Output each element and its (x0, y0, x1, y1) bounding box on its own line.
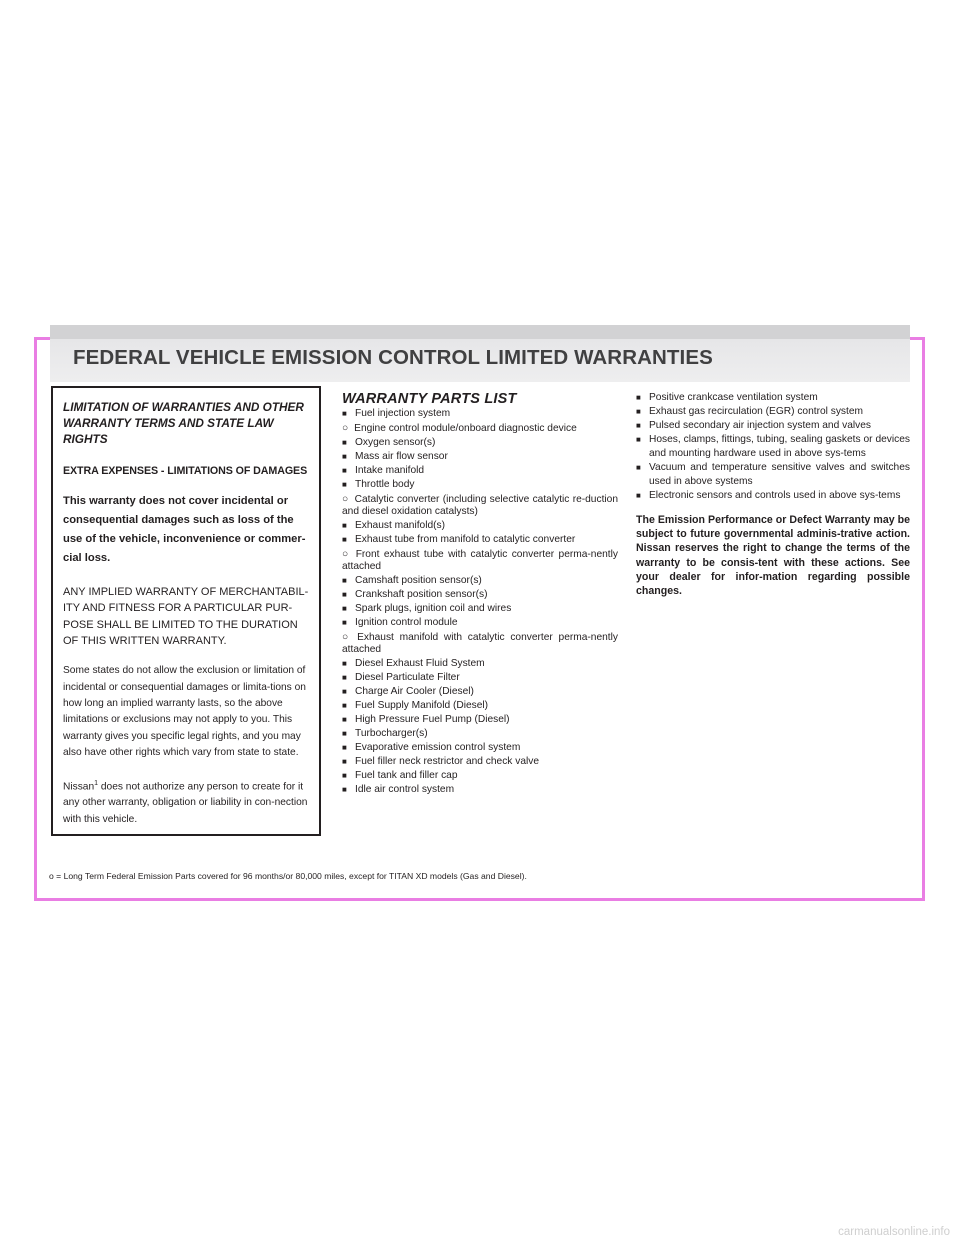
parts-list-item-text: Electronic sensors and controls used in above sys-tems (649, 490, 901, 501)
parts-list-item-text: Positive crankcase ventilation system (649, 392, 818, 403)
parts-list-item-text: Spark plugs, ignition coil and wires (355, 602, 512, 614)
parts-list-item (342, 616, 618, 630)
implied-warranty-paragraph: ANY IMPLIED WARRANTY OF MERCHANTABIL-ITY AND FITNESS FOR A PARTICULAR PUR-POSE SHALL BE LIMITED TO THE DURATION OF THIS WRITTEN WARRANTY. (63, 586, 309, 647)
parts-list-item (342, 549, 618, 574)
square-bullet-icon: ■ (342, 575, 347, 585)
parts-list-item (342, 533, 618, 547)
circle-bullet-icon: ○ (342, 631, 352, 643)
parts-list-item-text: Vacuum and temperature sensitive valves and switches used in above systems (649, 462, 910, 487)
parts-list-item (342, 657, 618, 671)
extra-expenses-subheading: EXTRA EXPENSES - LIMITATIONS OF DAMAGES (63, 465, 308, 477)
square-bullet-icon: ■ (342, 617, 347, 627)
limitations-heading: LIMITATION OF WARRANTIES AND OTHER WARRANTY TERMS AND STATE LAW RIGHTS (63, 400, 304, 446)
square-bullet-icon: ■ (342, 451, 347, 461)
parts-list-item (342, 450, 618, 464)
circle-bullet-icon: ○ (342, 548, 350, 560)
parts-list-item-text: Fuel tank and filler cap (355, 769, 458, 781)
square-bullet-icon: ■ (342, 589, 347, 599)
state-rights-paragraph: Some states do not allow the exclusion or limitation of incidental or consequential damages or limita-tions on how long an implied warranty lasts, so the above limitations or exclusions may not apply to you. This warranty gives you specific legal rights, and you may also have other rights which vary from state to state. (63, 665, 306, 759)
parts-list-item (342, 588, 618, 602)
parts-list-item-text: Front exhaust tube with catalytic converter perma-nently attached (342, 548, 618, 572)
parts-list-item-text: Intake manifold (355, 464, 425, 476)
square-bullet-icon: ■ (342, 700, 347, 710)
banner-title: FEDERAL VEHICLE EMISSION CONTROL LIMITED WARRANTIES (73, 346, 713, 369)
square-bullet-icon: ■ (342, 728, 347, 738)
watermark-text: carmanualsonline.info (838, 1226, 950, 1238)
square-bullet-icon: ■ (636, 421, 641, 430)
parts-list-item (636, 461, 910, 489)
square-bullet-icon: ■ (636, 491, 641, 500)
parts-list-item-text: Exhaust manifold with catalytic converter perma-nently attached (342, 631, 618, 655)
parts-list-item (342, 632, 618, 657)
parts-list-item (342, 602, 618, 616)
parts-list-right (636, 391, 910, 503)
square-bullet-icon: ■ (342, 658, 347, 668)
governmental-action-note: The Emission Performance or Defect Warranty may be subject to future governmental adminis-trative action. Nissan reserves the right to change the terms of the warranty to be consis-tent with these actions. See your dealer for infor-mation regarding possible changes. (636, 514, 910, 598)
parts-list-item (342, 464, 618, 478)
parts-list-title: WARRANTY PARTS LIST (342, 391, 517, 407)
parts-list-item-text: Fuel Supply Manifold (Diesel) (355, 699, 489, 711)
square-bullet-icon: ■ (636, 407, 641, 416)
parts-list-item-text: Exhaust gas recirculation (EGR) control system (649, 406, 864, 417)
square-bullet-icon: ■ (342, 534, 347, 544)
parts-list-item-text: Throttle body (355, 478, 415, 490)
parts-list-item-text: Exhaust tube from manifold to catalytic converter (355, 533, 576, 545)
parts-list-item-text: Exhaust manifold(s) (355, 519, 446, 531)
footnote-marker: 1 (94, 779, 99, 787)
parts-list-item (342, 713, 618, 727)
parts-list-item-text: Pulsed secondary air injection system and valves (649, 420, 871, 431)
parts-list-item (342, 699, 618, 713)
square-bullet-icon: ■ (342, 756, 347, 766)
parts-list-item (636, 433, 910, 461)
parts-list-item-text: Crankshaft position sensor(s) (355, 588, 488, 600)
parts-list-item-text: Mass air flow sensor (355, 450, 448, 462)
parts-list-item-text: Hoses, clamps, fittings, tubing, sealing gaskets or devices and mounting hardware used in above sys-tems (649, 434, 910, 459)
parts-list (342, 407, 618, 797)
parts-list-item-text: Turbocharger(s) (355, 727, 428, 739)
parts-list-item (342, 494, 618, 519)
parts-list-item-text: Catalytic converter (including selective catalytic re-duction and diesel oxidation catalysts) (342, 493, 618, 517)
parts-list-item (342, 783, 618, 797)
square-bullet-icon: ■ (342, 784, 347, 794)
parts-list-item-text: Fuel filler neck restrictor and check valve (355, 755, 540, 767)
square-bullet-icon: ■ (342, 479, 347, 489)
parts-list-item (342, 671, 618, 685)
square-bullet-icon: ■ (342, 686, 347, 696)
circle-bullet-icon: ○ (342, 493, 349, 505)
parts-list-item-text: Oxygen sensor(s) (355, 436, 436, 448)
square-bullet-icon: ■ (342, 742, 347, 752)
nissan-rest: does not authorize any person to create for it any other warranty, obligation or liability in con-nection with this vehicle. (63, 781, 308, 825)
circle-bullet-icon: ○ (342, 423, 349, 434)
square-bullet-icon: ■ (636, 463, 641, 472)
square-bullet-icon: ■ (636, 393, 641, 402)
square-bullet-icon: ■ (342, 409, 347, 418)
parts-list-item (636, 419, 910, 433)
parts-list-item (636, 489, 910, 503)
parts-list-item-text: Charge Air Cooler (Diesel) (355, 685, 474, 697)
parts-list-item (342, 727, 618, 741)
parts-list-item (342, 519, 618, 533)
parts-list-item-text: Diesel Particulate Filter (355, 671, 460, 683)
square-bullet-icon: ■ (636, 435, 641, 444)
parts-list-item (342, 436, 618, 450)
parts-list-item (342, 741, 618, 755)
parts-list-item-text: Diesel Exhaust Fluid System (355, 657, 485, 669)
parts-list-item (342, 478, 618, 492)
parts-list-item-text: Camshaft position sensor(s) (355, 574, 482, 586)
nissan-word: Nissan (63, 781, 95, 793)
parts-list-item-text: High Pressure Fuel Pump (Diesel) (355, 713, 510, 725)
square-bullet-icon: ■ (342, 437, 347, 447)
parts-list-item (342, 407, 618, 421)
square-bullet-icon: ■ (342, 465, 347, 475)
parts-list-item (342, 423, 618, 436)
parts-list-item-text: Engine control module/onboard diagnostic device (354, 423, 577, 434)
square-bullet-icon: ■ (342, 520, 347, 530)
limitations-box (51, 386, 321, 836)
parts-list-item-text: Fuel injection system (355, 408, 451, 419)
nissan-authorization-paragraph (63, 776, 311, 829)
parts-list-item-text: Idle air control system (355, 783, 455, 795)
parts-list-column (342, 391, 618, 797)
damages-paragraph: This warranty does not cover incidental or consequential damages such as loss of the use of the vehicle, inconvenience or commer-cial loss. (63, 495, 306, 564)
square-bullet-icon: ■ (342, 672, 347, 682)
parts-list-item (636, 405, 910, 419)
parts-list-item-text: Ignition control module (355, 616, 458, 628)
square-bullet-icon: ■ (342, 770, 347, 780)
parts-list-continued (636, 391, 910, 598)
square-bullet-icon: ■ (342, 714, 347, 724)
parts-list-item (342, 574, 618, 588)
long-term-parts-footnote: o = Long Term Federal Emission Parts covered for 96 months/or 80,000 miles, except for TITAN XD models (Gas and Diesel). (49, 871, 527, 881)
parts-list-item (342, 685, 618, 699)
parts-list-item (342, 755, 618, 769)
parts-list-item (636, 391, 910, 405)
parts-list-item-text: Evaporative emission control system (355, 741, 521, 753)
square-bullet-icon: ■ (342, 603, 347, 613)
parts-list-item (342, 769, 618, 783)
